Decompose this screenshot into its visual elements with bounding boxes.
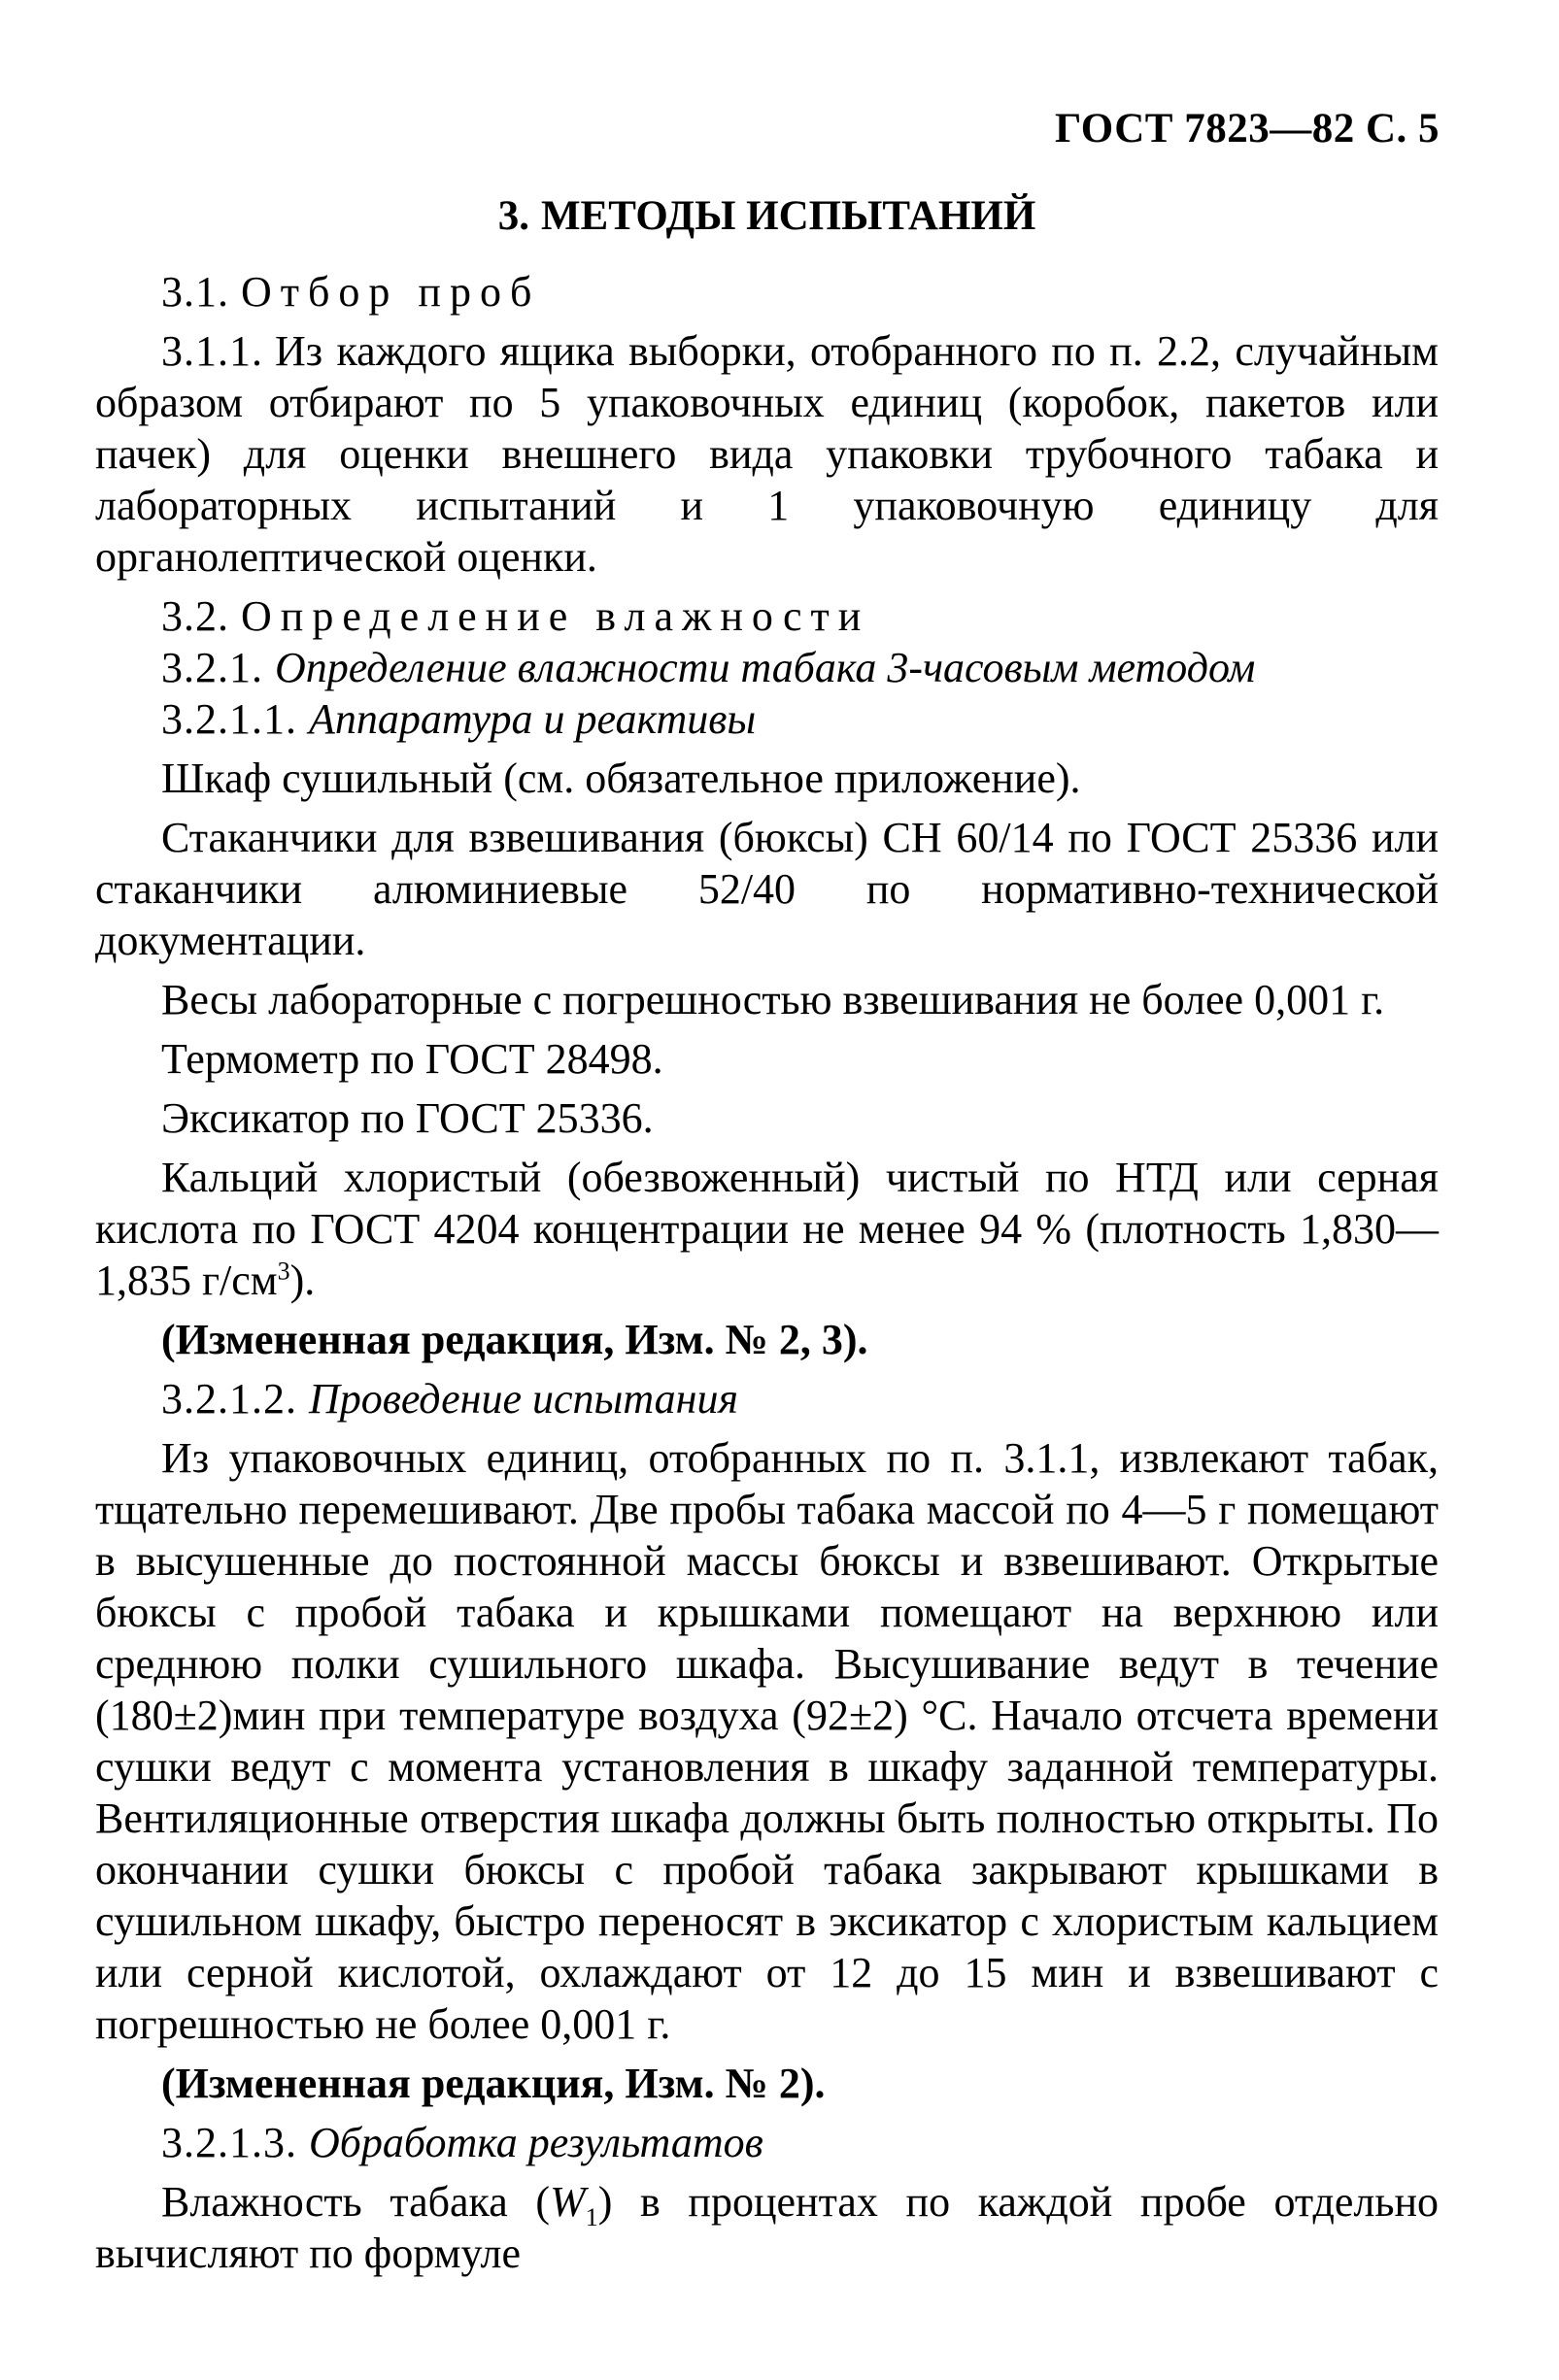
subsection-3-2-1-2-heading [95, 1373, 1439, 1425]
equipment-cups: Стаканчики для взвешивания (бюксы) СН 60/14 по ГОСТ 25336 или стаканчики алюминиевые 52/40 по нормативно-технической документации. [95, 814, 1439, 964]
procedure-paragraph: Из упаковочных единиц, отобранных по п. 3.1.1, извлекают табак, тщательно перемешивают. Две пробы табака массой по 4—5 г помещают в высушенные до постоянной массы бюксы и взвешивают. Открытые бюксы с пробой табака и крышками помещают на верхнюю или среднюю полки сушильного шкафа. Высушивание ведут в течение (180±2)мин при температуре воздуха (92±2) °С. Начало отсчета времени сушки ведут с момента установления в шкафу заданной температуры. Вентиляционные отверстия шкафа должны быть полностью открыты. По окончании сушки бюксы с пробой табака закрывают крышками в сушильном шкафу, быстро переносят в эксикатор с хлористым кальцием или серной кислотой, охлаждают от 12 до 15 мин и взвешивают с погрешностью не более 0,001 г. [95, 1434, 1439, 2048]
calcium-superscript: 3 [277, 1257, 290, 1286]
equipment-thermometer: Термометр по ГОСТ 28498. [161, 1035, 663, 1083]
subsection-3-2-number: 3.2. [161, 592, 229, 640]
section-title: МЕТОДЫ ИСПЫТАНИЙ [540, 193, 1036, 239]
subsection-3-2-1-1-heading [95, 693, 1439, 745]
subsection-3-2-1-number: 3.2.1. [161, 644, 263, 691]
subsection-3-2-1-2-title: Проведение испытания [309, 1375, 738, 1423]
calcium-end: ). [289, 1257, 316, 1304]
calcium-text: Кальций хлористый (обезвоженный) чистый по НТД или серная кислота по ГОСТ 4204 концентрации не менее 94 % (плотность 1,830—1,835 г/см [95, 1154, 1439, 1304]
subsection-3-2-1-3-title: Обработка результатов [309, 2119, 763, 2166]
subsection-3-1-heading [95, 266, 1439, 318]
paragraph-3-1-1 [95, 325, 1439, 583]
equipment-scales: Весы лабораторные с погрешностью взвешивания не более 0,001 г. [161, 976, 1385, 1023]
amendment-note-2: (Измененная редакция, Изм. № 2). [161, 2060, 826, 2107]
moisture-paragraph [95, 2176, 1439, 2279]
moisture-subscript: 1 [585, 2202, 598, 2231]
equipment-desiccator: Эксикатор по ГОСТ 25336. [161, 1094, 654, 1142]
subsection-3-2-1-title: Определение влажности табака 3-часовым методом [275, 644, 1256, 691]
subsection-3-2-heading [95, 590, 1439, 642]
subsection-3-1-title: Отбор проб [241, 268, 541, 316]
subsection-3-2-1-1-title: Аппаратура и реактивы [309, 695, 757, 743]
subsection-3-2-1-heading [95, 642, 1439, 693]
subsection-3-2-title: Определение влажности [241, 592, 870, 640]
document-body [95, 190, 1439, 2279]
section-heading [95, 190, 1439, 242]
moisture-text-before: Влажность табака ( [161, 2178, 551, 2226]
equipment-calcium-chloride [95, 1152, 1439, 1306]
subsection-3-1-number: 3.1. [161, 268, 229, 316]
moisture-symbol: W [550, 2178, 586, 2226]
subsection-3-2-1-1-number: 3.2.1.1. [161, 695, 297, 743]
subsection-3-2-1-3-heading [95, 2117, 1439, 2168]
subsection-3-2-1-3-number: 3.2.1.3. [161, 2119, 297, 2166]
subsection-3-2-1-2-number: 3.2.1.2. [161, 1375, 297, 1423]
paragraph-3-1-1-number: 3.1.1. [161, 327, 263, 375]
equipment-oven: Шкаф сушильный (см. обязательное приложение). [161, 754, 1081, 802]
page-header: ГОСТ 7823—82 С. 5 [1054, 106, 1440, 151]
moisture-text-after: ) в процентах по каждой пробе отдельно вычисляют по формуле [95, 2178, 1439, 2277]
paragraph-3-1-1-text: Из каждого ящика выборки, отобранного по п. 2.2, случайным образом отбирают по 5 упаковочных единиц (коробок, пакетов или пачек) для оценки внешнего вида упаковки трубочного табака и лабораторных испытаний и 1 упаковочную единицу для органолептической оценки. [95, 327, 1439, 581]
amendment-note-1: (Измененная редакция, Изм. № 2, 3). [161, 1316, 868, 1363]
section-number: 3. [497, 193, 529, 239]
